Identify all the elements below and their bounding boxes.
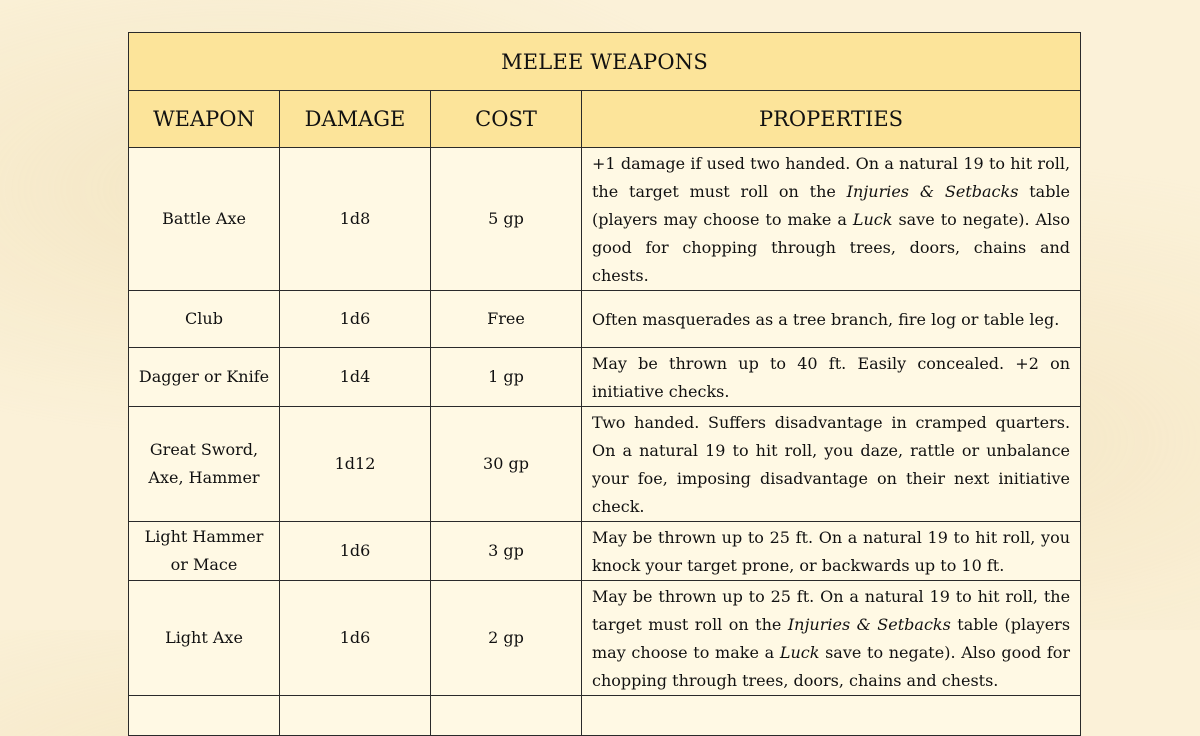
table-title: MELEE WEAPONS xyxy=(129,33,1081,91)
weapon-cell xyxy=(129,696,280,736)
italic-term: Luck xyxy=(779,643,820,662)
damage-cell: 1d6 xyxy=(280,291,431,348)
properties-cell: Often masquerades as a tree branch, fire log or table leg. xyxy=(582,291,1081,348)
italic-term: Injuries & Setbacks xyxy=(846,182,1019,201)
table-row xyxy=(129,522,1081,581)
header-weapon: WEAPON xyxy=(129,91,280,148)
weapon-cell: Light Hammer or Mace xyxy=(129,522,280,581)
melee-weapons-table xyxy=(128,32,1081,736)
table-row xyxy=(129,407,1081,522)
melee-weapons-table-wrapper xyxy=(128,32,1080,736)
weapon-cell: Dagger or Knife xyxy=(129,348,280,407)
header-cost: COST xyxy=(431,91,582,148)
table-row xyxy=(129,291,1081,348)
table-title-row xyxy=(129,33,1081,91)
cost-cell xyxy=(431,696,582,736)
damage-cell: 1d6 xyxy=(280,581,431,696)
cost-cell: 3 gp xyxy=(431,522,582,581)
italic-term: Luck xyxy=(852,210,893,229)
properties-cell xyxy=(582,696,1081,736)
table-header-row xyxy=(129,91,1081,148)
cost-cell: 2 gp xyxy=(431,581,582,696)
table-row xyxy=(129,581,1081,696)
italic-term: Injuries & Setbacks xyxy=(787,615,951,634)
damage-cell: 1d12 xyxy=(280,407,431,522)
damage-cell: 1d4 xyxy=(280,348,431,407)
properties-cell: May be thrown up to 25 ft. On a natural 19 to hit roll, the target must roll on the Injuries & Setbacks table (players may choose to make a Luck save to negate). Also good for chopping through trees, doors, chains and chests. xyxy=(582,581,1081,696)
weapon-cell: Battle Axe xyxy=(129,148,280,291)
cost-cell: 5 gp xyxy=(431,148,582,291)
weapon-cell: Club xyxy=(129,291,280,348)
weapon-cell: Great Sword, Axe, Hammer xyxy=(129,407,280,522)
header-properties: PROPERTIES xyxy=(582,91,1081,148)
properties-cell: Two handed. Suffers disadvantage in cramped quarters. On a natural 19 to hit roll, you daze, rattle or unbalance your foe, imposing disadvantage on their next initiative check. xyxy=(582,407,1081,522)
header-damage: DAMAGE xyxy=(280,91,431,148)
table-row xyxy=(129,348,1081,407)
damage-cell: 1d8 xyxy=(280,148,431,291)
cost-cell: 30 gp xyxy=(431,407,582,522)
properties-cell: +1 damage if used two handed. On a natural 19 to hit roll, the target must roll on the Injuries & Setbacks table (players may choose to make a Luck save to negate). Also good for chopping through trees, doors, chains and chests. xyxy=(582,148,1081,291)
properties-cell: May be thrown up to 40 ft. Easily concealed. +2 on initiative checks. xyxy=(582,348,1081,407)
damage-cell xyxy=(280,696,431,736)
weapon-cell: Light Axe xyxy=(129,581,280,696)
damage-cell: 1d6 xyxy=(280,522,431,581)
table-row xyxy=(129,148,1081,291)
properties-cell: May be thrown up to 25 ft. On a natural 19 to hit roll, you knock your target prone, or backwards up to 10 ft. xyxy=(582,522,1081,581)
cost-cell: 1 gp xyxy=(431,348,582,407)
table-row xyxy=(129,696,1081,736)
cost-cell: Free xyxy=(431,291,582,348)
